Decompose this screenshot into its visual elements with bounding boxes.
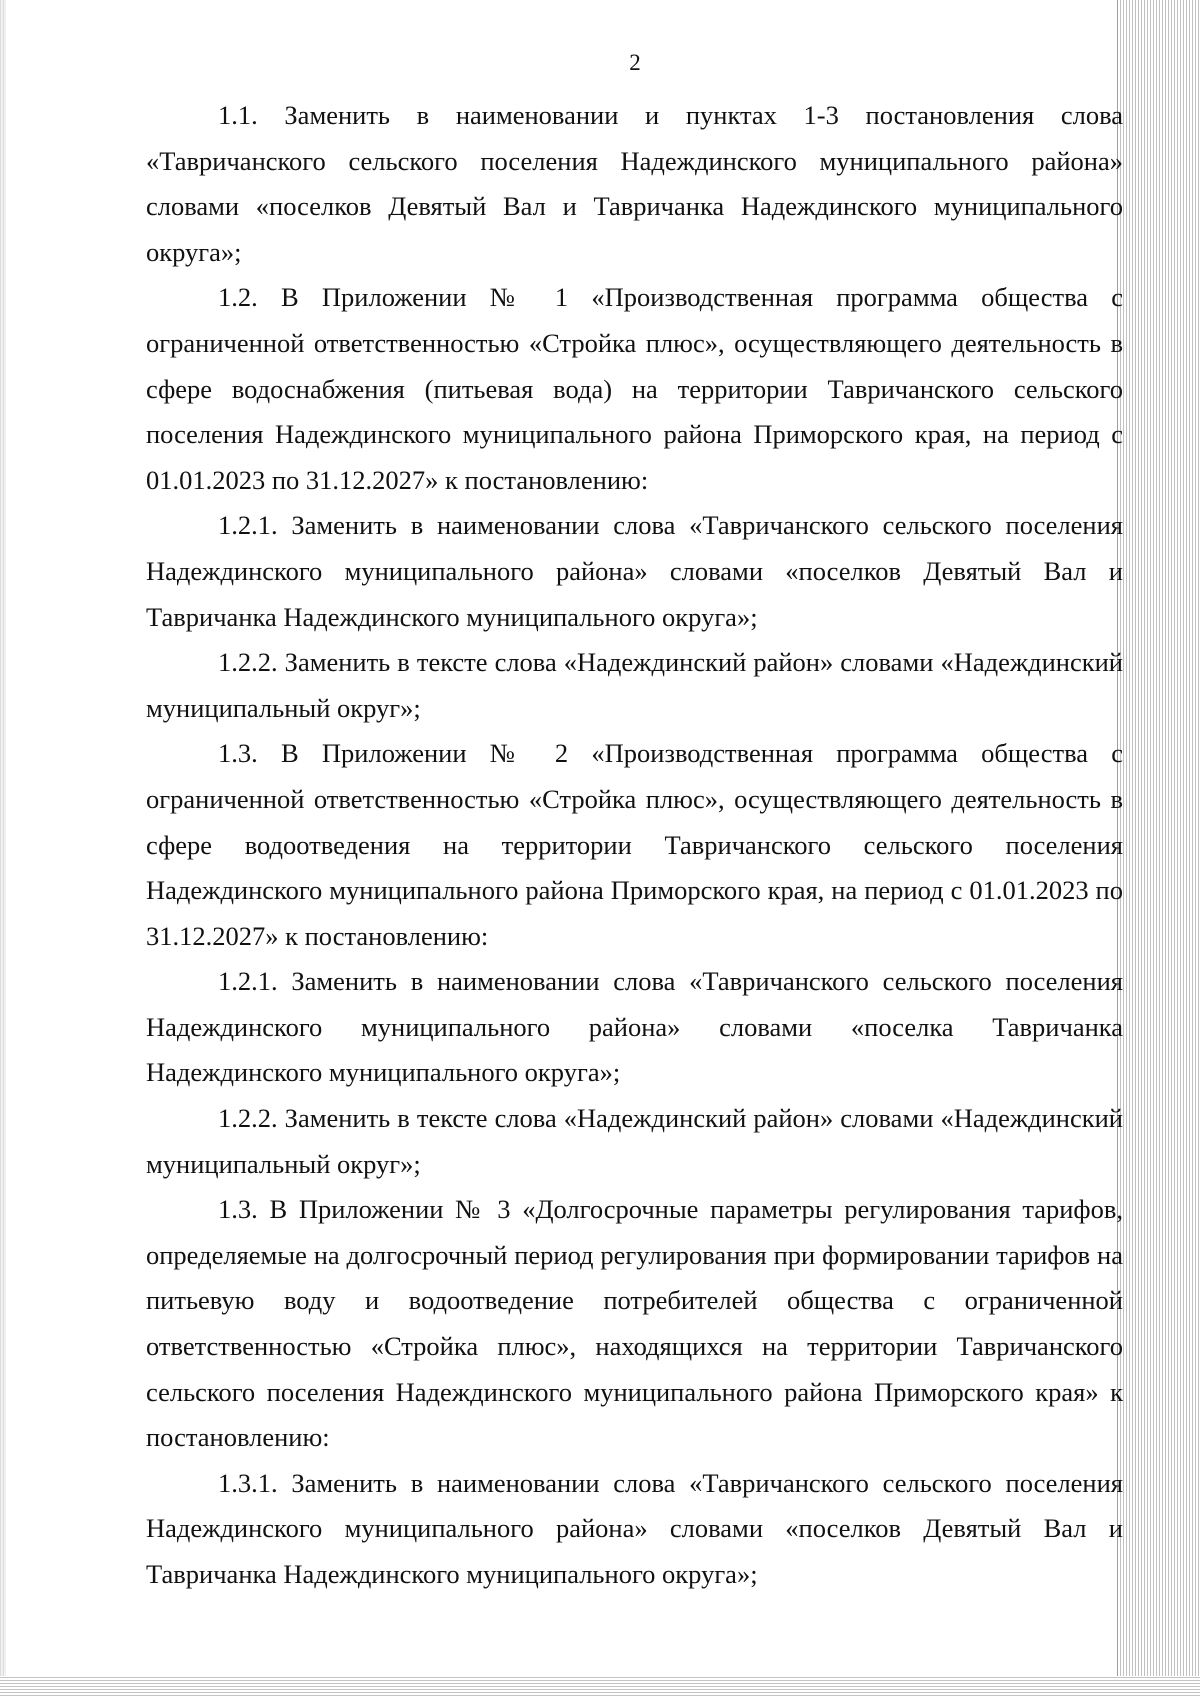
scan-edge-left: [0, 0, 6, 1698]
paragraph-1-2-1: 1.2.1. Заменить в наименовании слова «Тавричанского сельского поселения Надеждинского муниципального района» словами «поселков Девятый Вал и Тавричанка Надеждинского муниципального округа»;: [146, 510, 1123, 632]
paragraph-1-3-1: 1.3.1. Заменить в наименовании слова «Тавричанского сельского поселения Надеждинского муниципального района» словами «поселков Девятый Вал и Тавричанка Надеждинского муниципального округа»;: [146, 1467, 1123, 1589]
paragraph-1-2: 1.2. В Приложении № 1 «Производственная программа общества с ограниченной ответственностью «Стройка плюс», осуществляющего деятельность в сфере водоснабжения (питьевая вода) на территории Тавричанского сельского поселения Надеждинского муниципального района Приморского края, на период с 01.01.2023 по 31.12.2027» к постановлению:: [146, 282, 1123, 495]
paragraph-1-2-2: 1.2.2. Заменить в тексте слова «Надеждинский район» словами «Надеждинский муниципальный округ»;: [146, 647, 1123, 723]
paragraph-1-3: 1.3. В Приложении № 2 «Производственная программа общества с ограниченной ответственностью «Стройка плюс», осуществляющего деятельность в сфере водоотведения на территории Тавричанского сельского поселения Надеждинского муниципального района Приморского края, на период с 01.01.2023 по 31.12.2027» к постановлению:: [146, 738, 1123, 951]
paragraph-1-1: 1.1. Заменить в наименовании и пунктах 1-3 постановления слова «Тавричанского сельского поселения Надеждинского муниципального района» словами «поселков Девятый Вал и Тавричанка Надеждинского муниципального округа»;: [146, 100, 1123, 267]
page-number: 2: [629, 50, 641, 75]
paragraph-1-3-second: 1.3. В Приложении № 3 «Долгосрочные параметры регулирования тарифов, определяемые на долгосрочный период регулирования при формировании тарифов на питьевую воду и водоотведение потребителей общества с ограниченной ответственностью «Стройка плюс», находящихся на территории Тавричанского сельского поселения Надеждинского муниципального района Приморского края» к постановлению:: [146, 1194, 1123, 1453]
document-body: [146, 93, 1123, 1598]
paragraph-1-2-2-second: 1.2.2. Заменить в тексте слова «Надеждинский район» словами «Надеждинский муниципальный округ»;: [146, 1103, 1123, 1179]
paragraph-1-2-1-second: 1.2.1. Заменить в наименовании слова «Тавричанского сельского поселения Надеждинского муниципального района» словами «поселка Тавричанка Надеждинского муниципального округа»;: [146, 966, 1123, 1088]
scan-edge-right: [1118, 0, 1200, 1698]
scan-edge-bottom: [0, 1676, 1200, 1698]
